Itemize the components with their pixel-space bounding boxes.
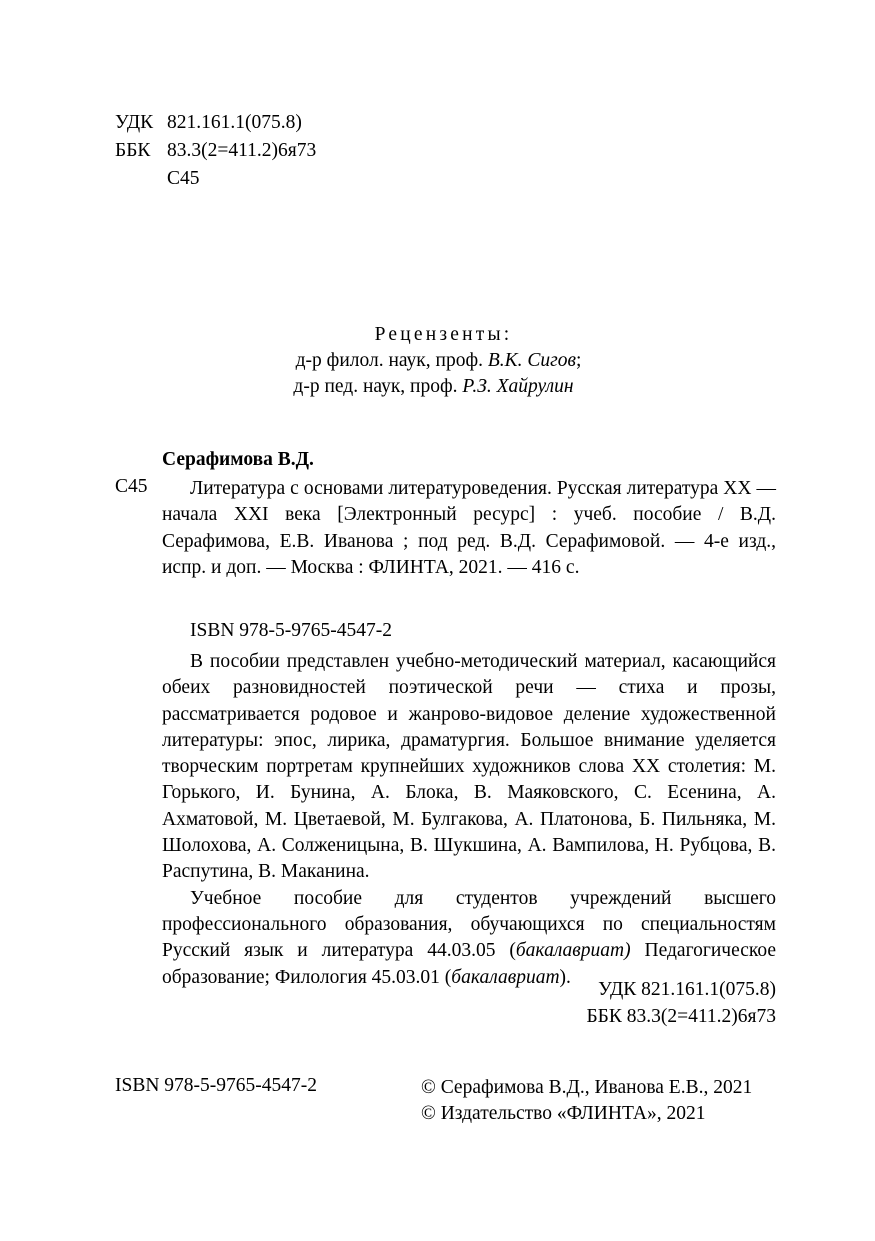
bbk-label: ББК [115, 140, 151, 161]
reviewer-1-name: В.К. Сигов [487, 350, 576, 371]
annotation-paragraph-1: В пособии представлен учебно-методический материал, касающийся обеих разновидностей поэтической речи — стиха и прозы, рассматривается родовое и жанрово-видовое деление художественной литературы: эпос, лирика, драматургия. Большое внимание уделяется творческим портретам крупнейших художников слова XX столетия: М. Горького, И. Бунина, А. Блока, В. Маяковского, С. Есенина, А. Ахматовой, М. Цветаевой, М. Булгакова, А. Платонова, Б. Пильняка, М. Шолохова, А. Солженицына, В. Шукшина, А. Вампилова, Н. Рубцова, В. Распутина, В. Маканина. [162, 651, 776, 883]
annotation-p2-italic-2: бакалавриат [451, 966, 560, 988]
bbk-line [115, 140, 316, 162]
udk-label: УДК [115, 112, 154, 133]
annotation-p2-part-c: ). [559, 966, 571, 988]
isbn-line: ISBN 978-5-9765-4547-2 [190, 620, 393, 641]
reviewer-2-title: д-р пед. наук, проф. [293, 376, 463, 397]
reviewers-block [0, 322, 875, 400]
bbk-code: ББК 83.3(2=411.2)6я73 [586, 1006, 776, 1027]
reviewers-heading: Рецензенты: [374, 324, 513, 345]
udk-code: УДК 821.161.1(075.8) [598, 979, 776, 1000]
reviewer-2-name: Р.З. Хайрулин [462, 376, 574, 397]
udk-value: 821.161.1(075.8) [167, 112, 302, 133]
annotation [162, 649, 776, 991]
author-heading: Серафимова В.Д. [162, 449, 314, 470]
footer-isbn: ISBN 978-5-9765-4547-2 [115, 1075, 318, 1096]
classification-codes-right [586, 976, 776, 1030]
reviewer-1 [2, 348, 875, 374]
author-mark: С45 [167, 168, 200, 189]
udk-line [115, 112, 302, 134]
copyright-authors: © Серафимова В.Д., Иванова Е.В., 2021 [421, 1077, 753, 1098]
cipher: С45 [115, 476, 148, 497]
copyright-publisher: © Издательство «ФЛИНТА», 2021 [421, 1103, 706, 1124]
reviewer-1-punct: ; [575, 350, 582, 371]
description-text: Литература с основами литературоведения. Русская литература XX — начала XXI века [Электронный ресурс] : учеб. пособие / В.Д. Серафимова, Е.В. Иванова ; под ред. В.Д. Серафимовой. — 4-е изд., испр. и доп. — Москва : ФЛИНТА, 2021. — 416 с. [162, 478, 776, 578]
reviewer-1-title: д-р филол. наук, проф. [295, 350, 488, 371]
annotation-p2-part-b: Педагогическое образование; Филология 45.03.01 ( [162, 940, 776, 988]
bibliographic-description [162, 476, 776, 581]
annotation-p2-part-a: Учебное пособие для студентов учреждений высшего профессионального образования, обучающихся по специальностям Русский язык и литература 44.03.05 ( [162, 887, 776, 962]
annotation-p2-italic-1: бакалавриат) [515, 940, 631, 962]
reviewer-2 [0, 374, 875, 400]
copyright-block [421, 1075, 752, 1127]
bbk-value: 83.3(2=411.2)6я73 [167, 140, 317, 161]
